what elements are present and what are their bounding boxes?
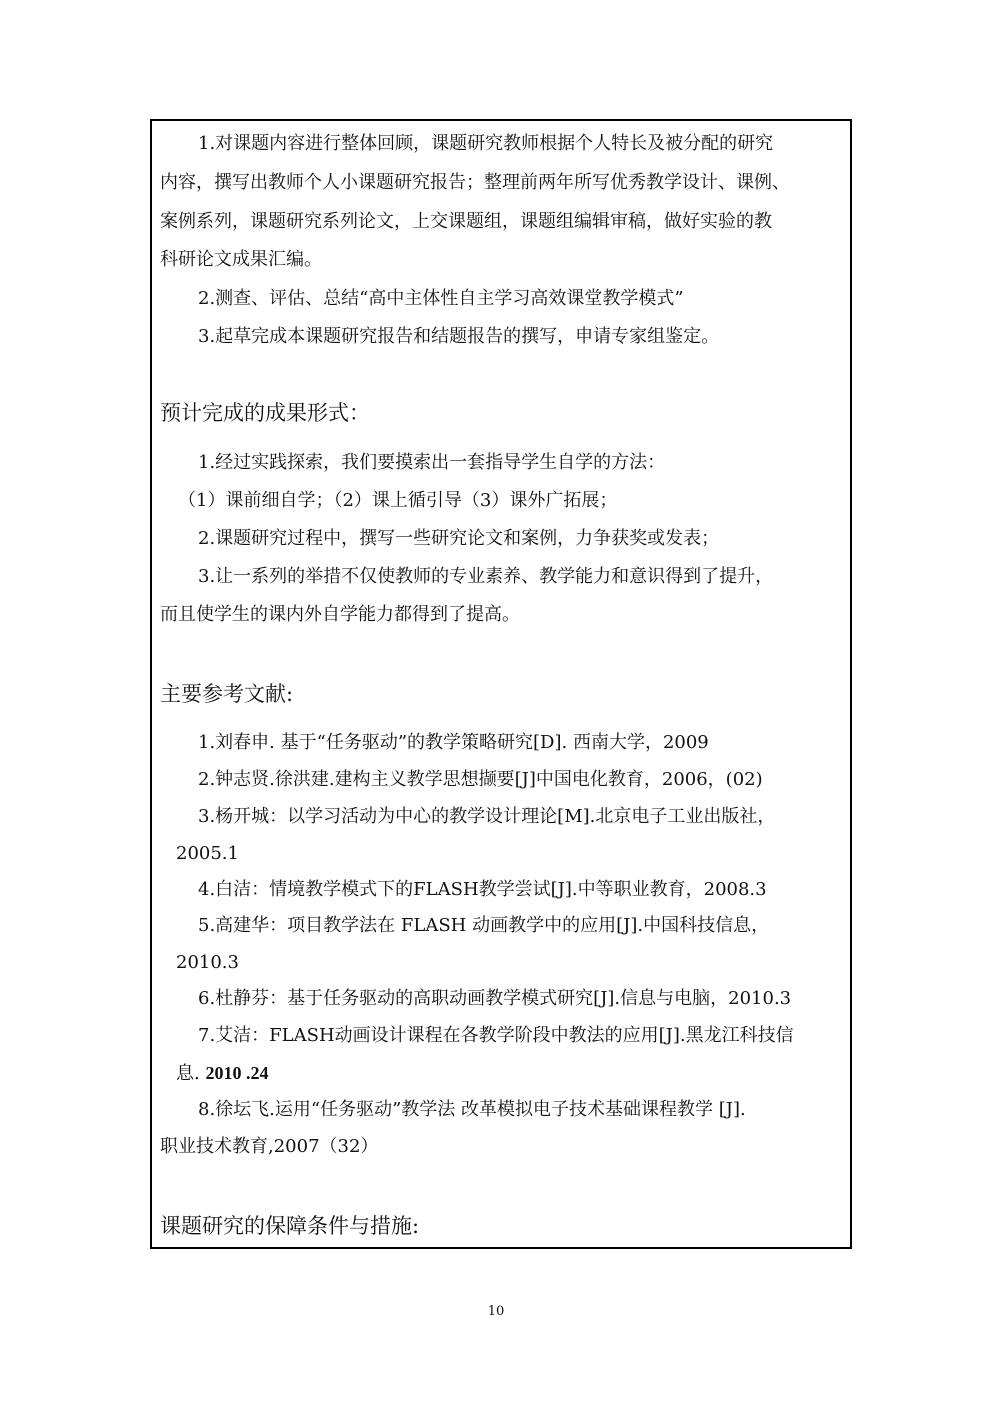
outcome-item-3-line-2: 而且使学生的课内外自学能力都得到了提高。 [160, 604, 520, 625]
plan-item-2: 2.测查、评估、总结“高中主体性自主学习高效课堂教学模式” [198, 288, 684, 309]
reference-3-line-1: 3.杨开城：以学习活动为中心的教学设计理论[M].北京电子工业出版社， [198, 806, 776, 827]
references-heading: 主要参考文献: [160, 682, 294, 706]
page-number: 10 [487, 1304, 505, 1319]
reference-8-line-2: 职业技术教育,2007（32） [160, 1136, 379, 1157]
outcomes-heading: 预计完成的成果形式： [160, 401, 370, 425]
outcome-item-1-sub: （1）课前细自学；（2）课上循引导（3）课外广拓展； [178, 490, 618, 511]
reference-4: 4.白洁：情境教学模式下的FLASH教学尝试[J].中等职业教育，2008.3 [198, 879, 767, 900]
plan-item-1-line-4: 科研论文成果汇编。 [160, 249, 322, 270]
reference-5-line-1: 5.高建华：项目教学法在 FLASH 动画教学中的应用[J].中国科技信息， [198, 915, 770, 936]
safeguards-heading: 课题研究的保障条件与措施: [160, 1214, 420, 1238]
reference-6: 6.杜静芬：基于任务驱动的高职动画教学模式研究[J].信息与电脑，2010.3 [198, 988, 792, 1009]
reference-7-line-1: 7.艾洁：FLASH动画设计课程在各教学阶段中教法的应用[J].黑龙江科技信 [198, 1025, 794, 1046]
plan-item-3: 3.起草完成本课题研究报告和结题报告的撰写，申请专家组鉴定。 [198, 326, 720, 347]
reference-2: 2.钟志贤.徐洪建.建构主义教学思想撷要[J]中国电化教育，2006，(02) [198, 769, 763, 790]
reference-7-volume: 2010 .24 [205, 1063, 269, 1083]
outcome-item-2: 2.课题研究过程中，撰写一些研究论文和案例，力争获奖或发表； [198, 528, 720, 549]
reference-1: 1.刘春申. 基于“任务驱动”的教学策略研究[D]. 西南大学，2009 [198, 732, 709, 753]
reference-5-line-2: 2010.3 [176, 952, 239, 973]
reference-3-line-2: 2005.1 [176, 843, 239, 864]
reference-7-line-2-text: 息. [176, 1063, 200, 1084]
reference-7-line-2 [176, 1062, 268, 1085]
plan-item-1-line-2: 内容，撰写出教师个人小课题研究报告；整理前两年所写优秀教学设计、课例、 [160, 172, 790, 193]
reference-8-line-1: 8.徐坛飞.运用“任务驱动”教学法 改革模拟电子技术基础课程教学 [J]. [198, 1099, 746, 1120]
plan-item-1-line-3: 案例系列，课题研究系列论文，上交课题组，课题组编辑审稿，做好实验的教 [160, 211, 772, 232]
outcome-item-1: 1.经过实践探索，我们要摸索出一套指导学生自学的方法： [198, 452, 666, 473]
outcome-item-3-line-1: 3.让一系列的举措不仅使教师的专业素养、教学能力和意识得到了提升， [198, 566, 774, 587]
plan-item-1-line-1: 1.对课题内容进行整体回顾，课题研究教师根据个人特长及被分配的研究 [198, 133, 774, 154]
